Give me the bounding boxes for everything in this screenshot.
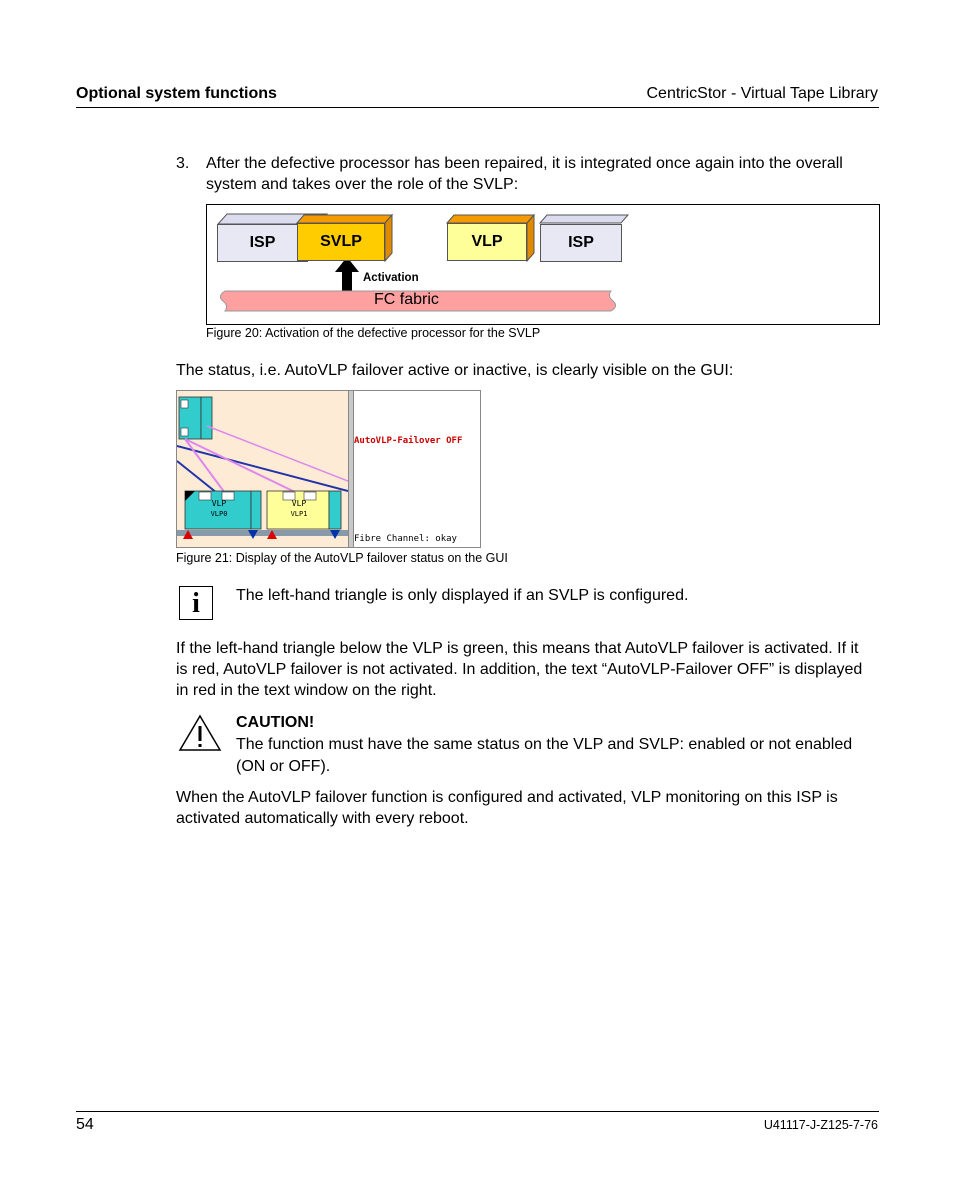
step-text: After the defective processor has been repaired, it is integrated once again into the overall system and takes over the role of the SVLP: [206,155,843,193]
gui-vlp1-side [329,491,341,529]
gui-port-icon [181,428,188,436]
svlp-box-side [385,215,392,261]
vlp-label: VLP [471,233,503,250]
gui-connection-line [185,439,225,493]
gui-connection-line [185,439,297,493]
gui-connection-line [177,446,348,491]
figure-20 [206,204,880,325]
figure-21-screenshot [176,390,481,548]
gui-processor-fragment-side [201,397,212,439]
header-rule [76,107,879,108]
gui-connection-line [177,461,217,493]
step-number: 3. [176,155,190,172]
warning-icon [178,714,222,752]
status-paragraph: The status, i.e. AutoVLP failover active or inactive, is clearly visible on the GUI: [176,362,734,379]
isp2-box [540,224,622,262]
vlp-box [447,223,527,261]
fabric-label: FC fabric [374,291,439,308]
explanation-paragraph: If the left-hand triangle below the VLP is green, this means that AutoVLP failover is activated. If it is red, AutoVLP failover is not activated. In addition, the text “AutoVLP-Failover OFF” is displayed in red in the text window on the right. [176,640,863,699]
activation-label: Activation [363,272,419,284]
gui-vlp0-side [251,491,261,529]
figure-20-caption: Figure 20: Activation of the defective processor for the SVLP [206,326,541,340]
gui-connections [177,391,348,547]
document-title: CentricStor - Virtual Tape Library [646,85,878,102]
footer-rule [76,1111,879,1112]
gui-vlp0-sub: VLP0 [210,510,228,518]
gui-bottom-area [177,536,348,547]
caution-text: The function must have the same status on the VLP and SVLP: enabled or not enabled (ON or OFF). [236,736,853,775]
info-icon: i [179,586,213,620]
svlp-label: SVLP [320,233,362,250]
caution-title: CAUTION! [236,714,315,731]
gui-canvas [177,391,348,547]
gui-port-icon [181,400,188,408]
page-number: 54 [76,1116,94,1133]
isp1-box [217,224,308,262]
gui-vlp0-label: VLP [211,499,227,508]
info-note-text: The left-hand triangle is only displayed if an SVLP is configured. [236,587,689,604]
figure-21-caption: Figure 21: Display of the AutoVLP failover status on the GUI [176,551,508,565]
gui-bottom-strip [177,530,348,536]
svlp-box-top [297,215,392,223]
gui-failover-status: AutoVLP-Failover OFF [354,436,463,446]
activation-arrow-shaft [342,271,352,291]
svlp-box [297,223,385,261]
gui-vlp1-sub: VLP1 [290,510,308,518]
isp2-box-top [540,215,628,223]
document-id: U41117-J-Z125-7-76 [763,1118,878,1132]
section-title: Optional system functions [76,85,277,102]
gui-vlp1-label: VLP [291,499,307,508]
vlp-box-side [527,215,534,261]
final-paragraph: When the AutoVLP failover function is configured and activated, VLP monitoring on this ISP is activated automatically with every reboot. [176,789,838,827]
isp1-label: ISP [249,234,276,251]
gui-panel-line [354,484,481,497]
vlp-box-top [447,215,534,223]
gui-panel-line: Fibre Channel: okay [354,534,457,544]
isp2-label: ISP [568,234,594,251]
gui-status-panel [354,399,481,547]
